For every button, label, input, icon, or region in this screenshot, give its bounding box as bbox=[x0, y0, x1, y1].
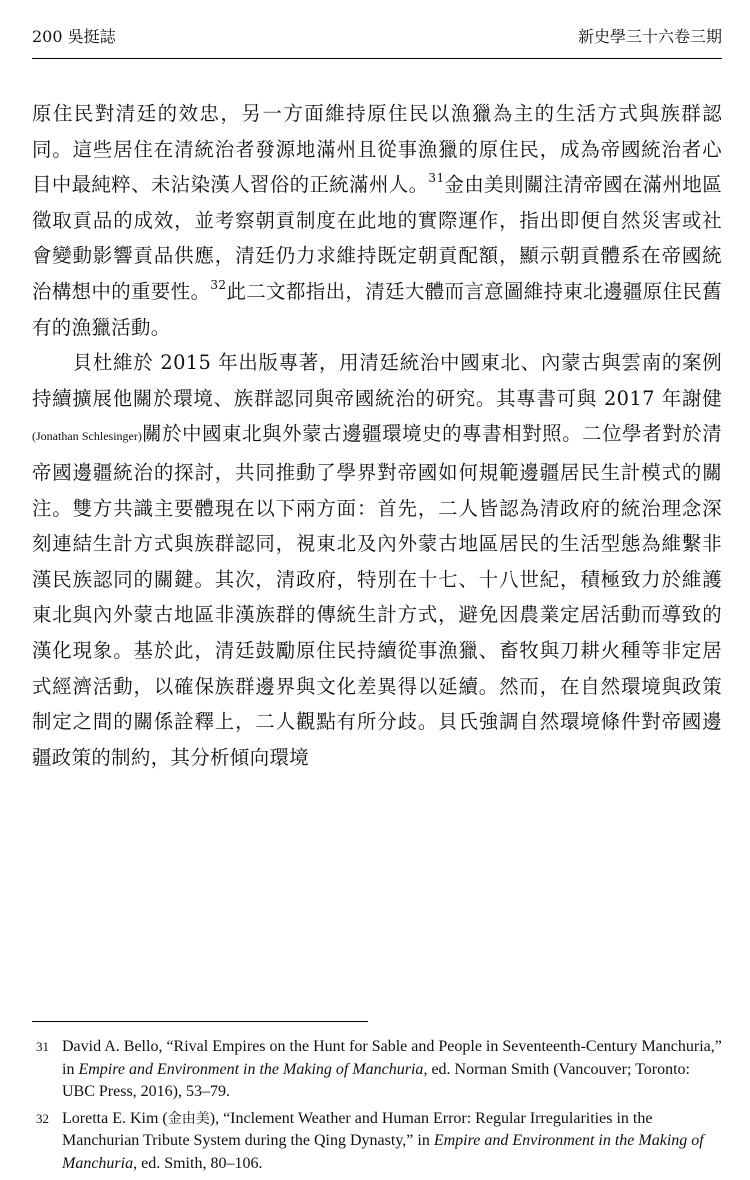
running-header bbox=[30, 22, 722, 52]
book-title: Empire and Environment in the Making of Manchuria bbox=[78, 1060, 424, 1078]
main-body bbox=[32, 96, 722, 775]
book-title: Empire and Environment in the Making of Manchuria bbox=[62, 1132, 704, 1172]
footnote-32 bbox=[36, 1108, 722, 1176]
footnote-31 bbox=[36, 1036, 722, 1104]
schlesinger-name: (Jonathan Schlesinger) bbox=[32, 429, 142, 444]
paragraph-1-text-b: 金由美則關注清帝國在滿州地區徵取貢品的成效，並考察朝貢制度在此地的實際運作，指出即便自然災害或社會變動影響貢品供應，清廷仍力求維持既定朝貢配額，顯示朝貢體系在帝國統治構想中的重要性。 bbox=[32, 173, 723, 303]
footnote-text: ), “Inclement Weather and Human Error: Regular Irregularities in the Manchurian Tribute System during the Qing Dynasty,” in bbox=[62, 1109, 653, 1150]
footnote-number: 31 bbox=[36, 1039, 49, 1054]
paragraph-2-text-b: 關於中國東北與外蒙古邊疆環境史的專書相對照。二位學者對於清帝國邊疆統治的探討，共同推動了學界對帝國如何規範邊疆居民生計模式的關注。雙方共識主要體現在以下兩方面：首先，二人皆認為清政府的統治理念深刻連結生計方式與族群認同，視東北及內外蒙古地區居民的生活型態為維繫非漢民族認同的關鍵。其次，清政府，特別在十七、十八世紀，積極致力於維護東北與內外蒙古地區非漢族群的傳統生計方式，避免因農業定居活動而導致的漢化現象。基於此，清廷鼓勵原住民持續從事漁獵、畜牧與刀耕火種等非定居式經濟活動，以確保族群邊界與文化差異得以延續。然而，在自然環境與政策制定之間的關係詮釋上，二人觀點有所分歧。貝氏強調自然環境條件對帝國邊疆政策的制約，其分析傾向環境 bbox=[32, 422, 722, 769]
journal-title: 新史學三十六卷三期 bbox=[577, 27, 722, 46]
header-rule bbox=[32, 58, 722, 59]
page-number-author: 200 吳挺誌 bbox=[32, 27, 116, 46]
footnote-number: 32 bbox=[36, 1110, 49, 1126]
footnote-text: David A. Bello, “Rival Empires on the Hunt for Sable and People in Seventeenth-Century Manchuria,” in bbox=[62, 1038, 722, 1078]
footnote-text: , ed. Norman Smith (Vancouver; Toronto: UBC Press, 2016), 53–79. bbox=[62, 1060, 690, 1101]
footnotes bbox=[36, 1036, 722, 1180]
footnote-rule bbox=[32, 1021, 368, 1022]
footnote-text: Loretta E. Kim ( bbox=[62, 1109, 168, 1127]
footnote-ref-32[interactable]: 32 bbox=[210, 277, 227, 292]
paragraph-1 bbox=[32, 96, 722, 345]
paragraph-1-text-a: 原住民對清廷的效忠，另一方面維持原住民以漁獵為主的生活方式與族群認同。這些居住在清統治者發源地滿州且從事漁獵的原住民，成為帝國統治者心目中最純粹、未沾染漢人習俗的正統滿州人。 bbox=[32, 102, 722, 197]
chinese-name: 金由美 bbox=[167, 1110, 210, 1127]
paragraph-1-text-c: 此二文都指出，清廷大體而言意圖維持東北邊疆原住民舊有的漁獵活動。 bbox=[32, 279, 722, 339]
footnote-ref-31[interactable]: 31 bbox=[428, 170, 445, 185]
paragraph-2 bbox=[32, 345, 722, 775]
paragraph-2-text-a: 貝杜維於 2015 年出版專著，用清廷統治中國東北、內蒙古與雲南的案例持續擴展他關於環境、族群認同與帝國統治的研究。其專書可與 2017 年謝健 bbox=[32, 351, 722, 410]
footnote-text: , ed. Smith, 80–106. bbox=[133, 1154, 263, 1172]
